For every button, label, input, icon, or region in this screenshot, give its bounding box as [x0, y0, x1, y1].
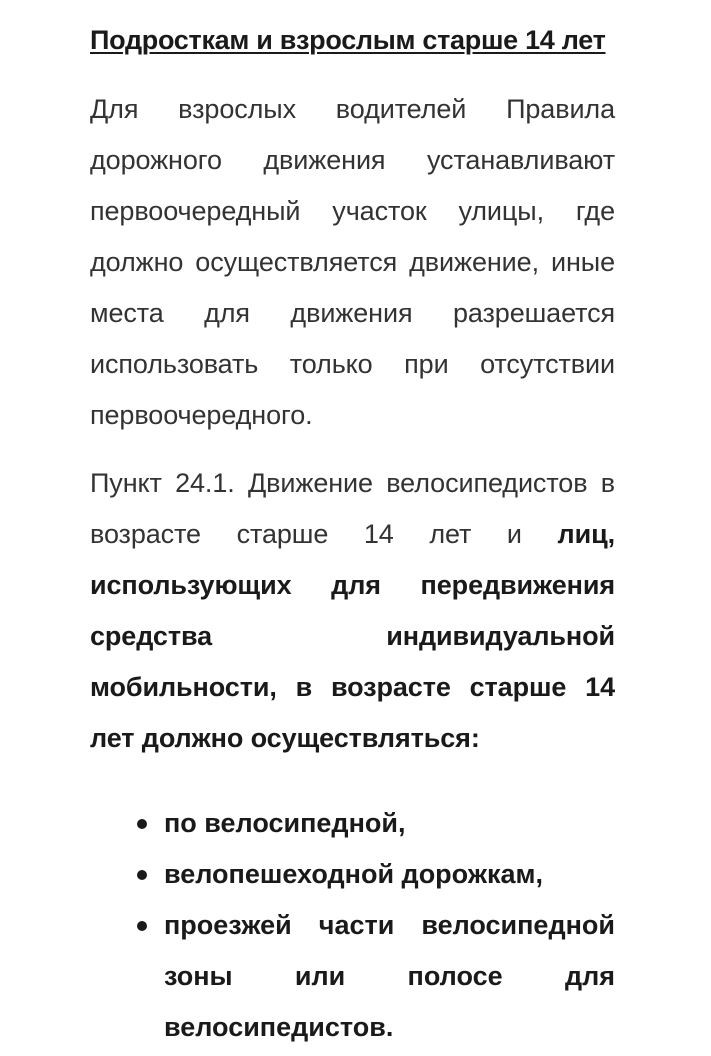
list-item	[164, 900, 615, 1053]
list-item	[164, 798, 615, 849]
bullet-icon	[137, 921, 147, 931]
bullet-icon	[137, 819, 147, 829]
paragraph-rule-24-1	[90, 458, 615, 764]
list-item-text: по велосипедной,	[164, 808, 406, 838]
list-item-text: велопешеходной дорожкам,	[164, 859, 543, 889]
list-item-text: проезжей части велосипедной зоны или полосе для велосипедистов.	[164, 910, 615, 1042]
allowed-places-list	[90, 798, 615, 1053]
paragraph-adult-drivers: Для взрослых водителей Правила дорожного движения устанавливают первоочередный участок улицы, где должно осуществляется движение, иные места для движения разрешается использовать только при отсутствии первоочередного.	[90, 94, 615, 430]
bullet-icon	[137, 870, 147, 880]
rule-text-regular: Пункт 24.1. Движение велосипедистов в возрасте старше 14 лет и	[90, 468, 615, 549]
list-item	[164, 849, 615, 900]
section-heading: Подросткам и взрослым старше 14 лет	[90, 25, 606, 55]
rule-text-bold: лиц, использующих для передвижения средства индивидуальной мобильности, в возрасте старше 14 лет должно осуществляться:	[90, 519, 615, 753]
